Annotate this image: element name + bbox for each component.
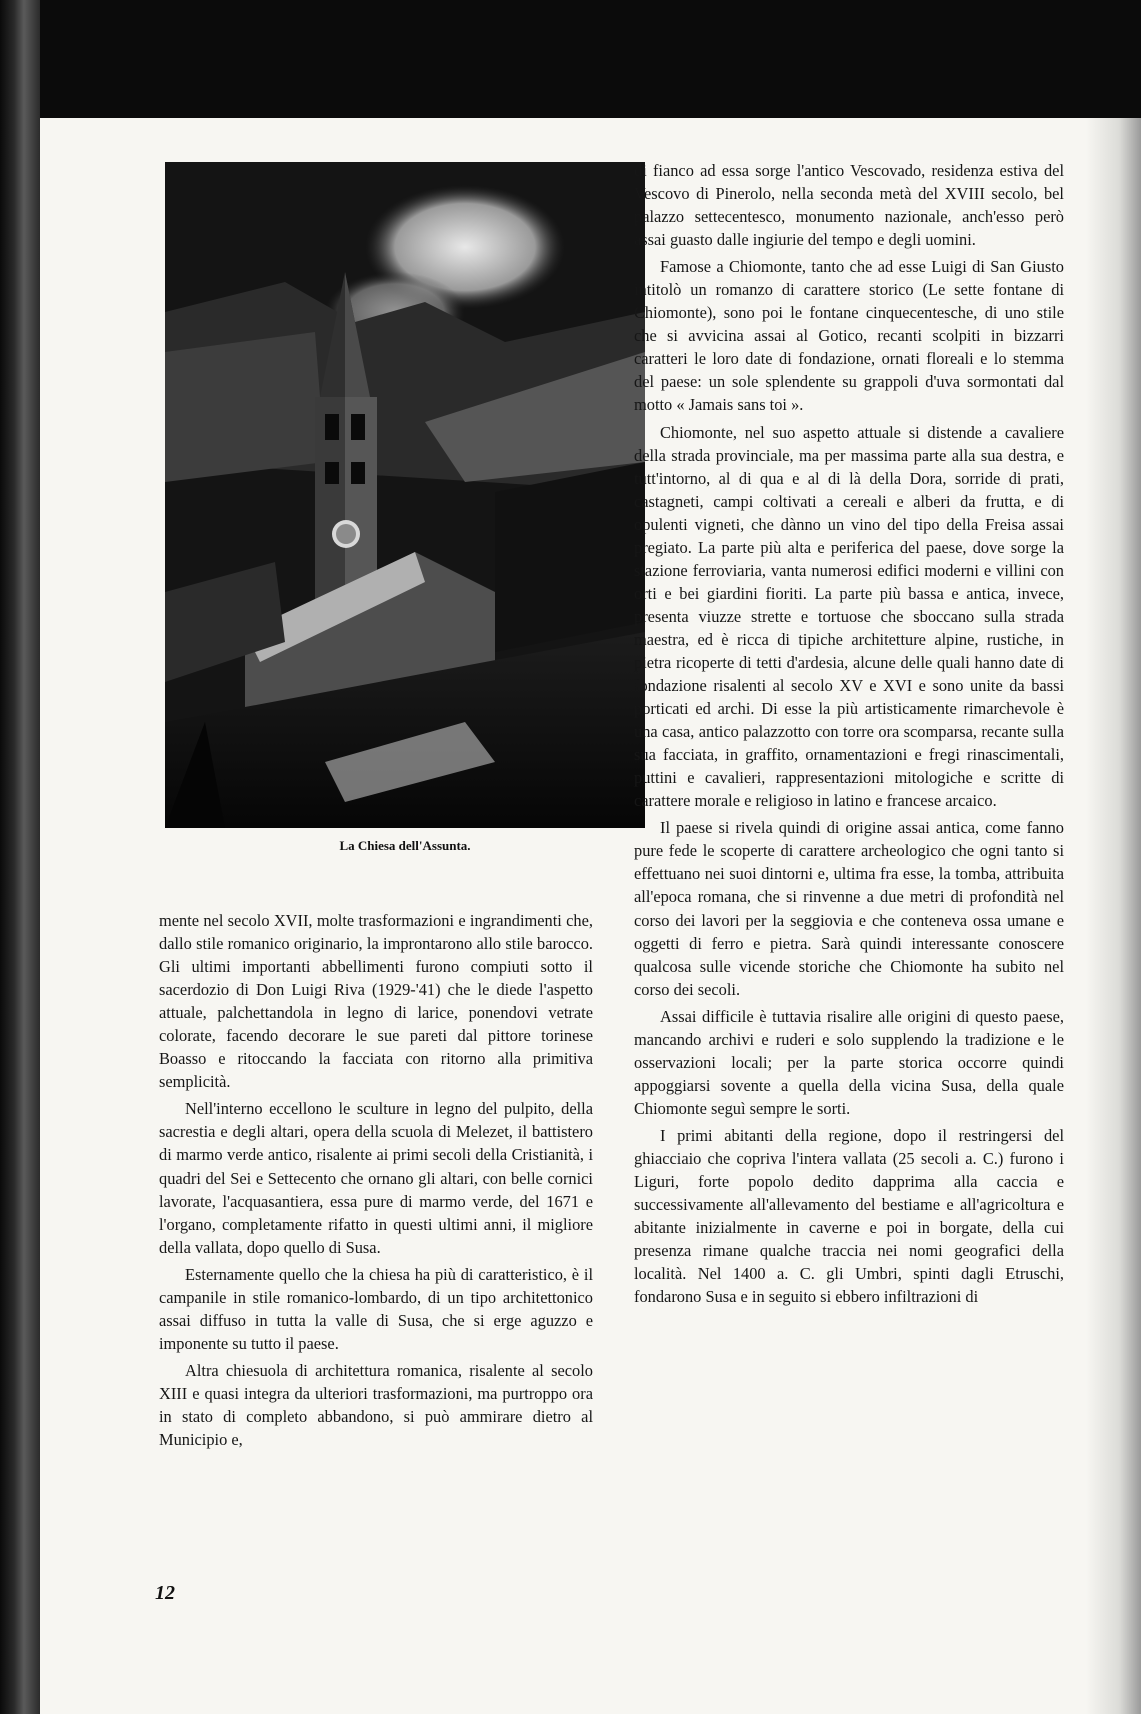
- paragraph: I primi abitanti della regione, dopo il restringersi del ghiacciaio che copriva l'intera vallata (25 secoli a. C.) furono i Liguri, forte popolo dedito dapprima alla caccia e successivamente all'allevamento del bestiame e all'agricoltura e abitante inizialmente in caverne e poi in borgate, della cui presenza rimane qualche traccia nei nomi geografici della località. Nel 1400 a. C. gli Umbri, spinti dagli Etruschi, fondarono Susa e in seguito si ebbero infiltrazioni di: [634, 1125, 1064, 1307]
- paragraph: mente nel secolo XVII, molte trasformazioni e ingrandimenti che, dallo stile romanico originario, la improntarono allo stile barocco. Gli ultimi importanti abbellimenti furono compiuti sotto il sacerdozio di Don Luigi Riva (1929-'41) che le diede l'aspetto attuale, palchettandola in legno di larice, ponendovi vetrate colorate, facendo decorare le sue pareti dal pittore torinese Boasso e ritoccando la facciata con ritorno alla primitiva semplicità.: [159, 911, 593, 1092]
- paragraph: Famose a Chiomonte, tanto che ad esse Luigi di San Giusto intitolò un romanzo di carattere storico (Le sette fontane di Chiomonte), sono poi le fontane cinquecentesche, di uno stile che si avvicina assai al Gotico, recanti scolpiti in bizzarri caratteri le loro date di fondazione, ornati floreali e lo stemma del paese: un sole splendente su grappoli d'uva sormontati dal motto « Jamais sans toi ».: [634, 257, 1064, 415]
- church-photo: [165, 162, 645, 828]
- page-edge-shadow: [1086, 118, 1141, 1714]
- paragraph: Chiomonte, nel suo aspetto attuale si distende a cavaliere della strada provinciale, ma per massima parte alla sua destra, e tutt'intorno, al di qua e al di là della Dora, sorride di prati, castagneti, campi coltivati a cereali e alberi da frutta, e di opulenti vigneti, che dànno un vino del tipo della Freisa assai pregiato. La parte più alta e periferica del paese, dove sorge la stazione ferroviaria, vanta numerosi edifici moderni e villini con orti e bei giardini fioriti. La parte più bassa e antica, invece, presenta viuzze strette e tortuose che sboccano sulla strada maestra, ed è ricca di tipiche architetture alpine, rustiche, in pietra ricoperte di tetti d'ardesia, alcune delle quali hanno date di fondazione risalenti al secolo XV e XVI e sono unite da bassi porticati ed archi. Di esse la più artisticamente rimarchevole è una casa, antico palazzotto con torre ora scomparsa, recante sulla sua facciata, in graffito, ornamentazioni e fregi rinascimentali, puttini e cavalieri, rappresentazioni mitologiche e scritte di carattere morale e religioso in latino e francese arcaico.: [634, 422, 1064, 811]
- paragraph: Il paese si rivela quindi di origine assai antica, come fanno pure fede le scoperte di carattere archeologico che ogni tanto si effettuano nei suoi dintorni e, ultima fra esse, la tomba, attribuita all'epoca romana, che si rinvenne a due metri di profondità nel corso dei lavori per la seggiovia e che conteneva ossa umane e oggetti di ferro e pietra. Sarà quindi interessante conoscere qualcosa sulle vicende storiche che Chiomonte ha subito nel corso dei secoli.: [634, 818, 1064, 999]
- church-bell-tower-photo-icon: [165, 162, 645, 828]
- book-spine-shadow: [0, 0, 40, 1714]
- paragraph: Nell'interno eccellono le sculture in legno del pulpito, della sacrestia e degli altari, opera della scuola di Melezet, il battistero di marmo verde antico, risalente ai primi secoli della Cristianità, i quadri del Sei e Settecento che ornano gli altari, con belle cornici lavorate, l'acquasantiera, essa pure di marmo verde, del 1671 e l'organo, completamente rifatto in questi ultimi anni, il migliore della vallata, dopo quello di Susa.: [159, 1099, 593, 1257]
- left-text-column: [159, 909, 593, 1451]
- paragraph: di fianco ad essa sorge l'antico Vescovado, residenza estiva del Vescovo di Pinerolo, nella seconda metà del XVIII secolo, bel palazzo settecentesco, monumento nazionale, anch'esso però assai guasto dalle ingiurie del tempo e degli uomini.: [634, 161, 1064, 250]
- paragraph: Altra chiesuola di architettura romanica, risalente al secolo XIII e quasi integra da ulteriori trasformazioni, ma purtroppo ora in stato di completo abbandono, si può ammirare dietro al Municipio e,: [159, 1360, 593, 1450]
- paragraph: Assai difficile è tuttavia risalire alle origini di questo paese, mancando archivi e ruderi e solo supplendo la tradizione e le osservazioni locali; per la parte storica occorre quindi appoggiarsi sovente a quella della vicina Susa, della quale Chiomonte seguì sempre le sorti.: [634, 1006, 1064, 1118]
- scan-top-border: [0, 0, 1141, 118]
- photo-caption: La Chiesa dell'Assunta.: [339, 838, 471, 853]
- paragraph: Esternamente quello che la chiesa ha più di caratteristico, è il campanile in stile romanico-lombardo, di un tipo architettonico assai diffuso in tutta la valle di Susa, che si erge aguzzo e imponente su tutto il paese.: [159, 1264, 593, 1353]
- page-number: 12: [155, 1582, 175, 1604]
- right-text-column: [634, 159, 1064, 1308]
